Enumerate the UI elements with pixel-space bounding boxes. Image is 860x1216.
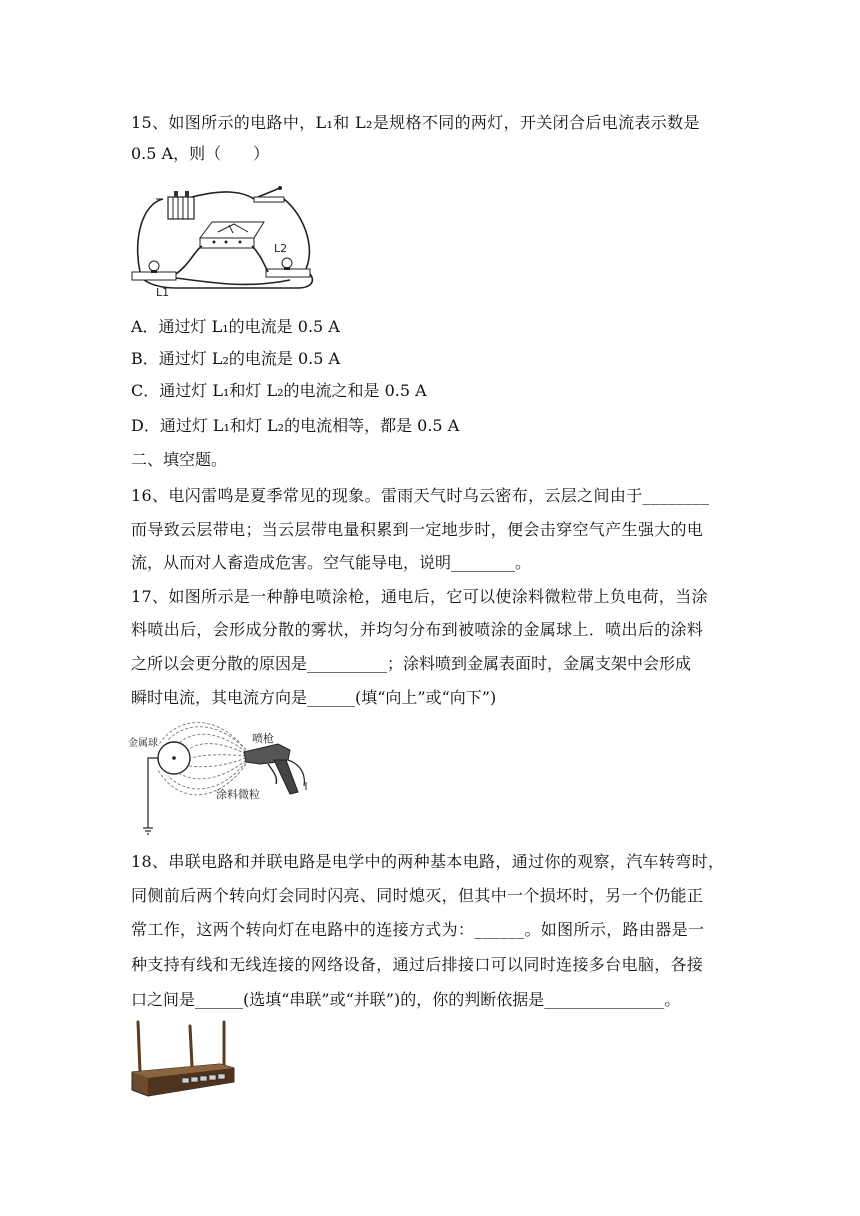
- circuit-figure: [130, 184, 318, 300]
- label-spray-gun: 喷枪: [252, 732, 274, 745]
- q15-option-a: A．通过灯 L₁的电流是 0.5 A: [131, 317, 340, 336]
- lamp-l2-icon: [266, 258, 310, 277]
- label-metal-ball: 金属球: [128, 738, 158, 749]
- q15-stem-line2: 0.5 A，则（ ）: [131, 144, 270, 163]
- q18-line3: 常工作，这两个转向灯在电路中的连接方式为：______。如图所示，路由器是一: [131, 920, 705, 939]
- q18-line1: 18、串联电路和并联电路是电学中的两种基本电路，通过你的观察，汽车转弯时，: [131, 852, 725, 871]
- switch-icon: [254, 186, 284, 202]
- q17-line1: 17、如图所示是一种静电喷涂枪，通电后，它可以使涂料微粒带上负电荷，当涂: [131, 587, 708, 606]
- section-heading: 二、填空题。: [131, 450, 228, 469]
- spray-gun-icon: [244, 744, 306, 794]
- q17-line3: 之所以会更分散的原因是__________；涂料喷到金属表面时，金属支架中会形成: [131, 654, 692, 673]
- spray-gun-figure: [128, 720, 318, 836]
- q18-line5: 口之间是______(选填“串联”或“并联”)的，你的判断依据是_______________。: [131, 990, 681, 1009]
- q15-option-c: C．通过灯 L₁和灯 L₂的电流之和是 0.5 A: [131, 381, 427, 400]
- q16-line2: 而导致云层带电；当云层带电量积累到一定地步时，便会击穿空气产生强大的电: [131, 520, 704, 539]
- q17-line4: 瞬时电流，其电流方向是______(填“向上”或“向下”): [131, 688, 497, 707]
- q18-line4: 种支持有线和无线连接的网络设备，通过后排接口可以同时连接多台电脑，各接: [131, 955, 704, 974]
- ammeter-icon: [200, 222, 264, 248]
- label-l2: L2: [274, 242, 288, 255]
- q15-option-b: B．通过灯 L₂的电流是 0.5 A: [131, 349, 341, 368]
- q18-line2: 同侧前后两个转向灯会同时闪亮、同时熄灭，但其中一个损坏时，另一个仍能正: [131, 886, 704, 905]
- ground-icon: [143, 758, 158, 834]
- battery-icon: [156, 191, 194, 219]
- q17-line2: 料喷出后，会形成分散的雾状，并均匀分布到被喷涂的金属球上．喷出后的涂料: [131, 620, 704, 639]
- q16-line3: 流，从而对人畜造成危害。空气能导电，说明________。: [131, 553, 532, 572]
- router-figure: [128, 1020, 238, 1098]
- q15-option-d: D．通过灯 L₁和灯 L₂的电流相等，都是 0.5 A: [131, 416, 460, 435]
- q15-stem-line1: 15、如图所示的电路中，L₁和 L₂是规格不同的两灯，开关闭合后电流表示数是: [131, 113, 700, 132]
- label-particles: 涂料微粒: [216, 788, 260, 801]
- q16-line1: 16、电闪雷鸣是夏季常见的现象。雷雨天气时乌云密布，云层之间由于________: [131, 486, 710, 505]
- label-l1: L1: [156, 286, 170, 299]
